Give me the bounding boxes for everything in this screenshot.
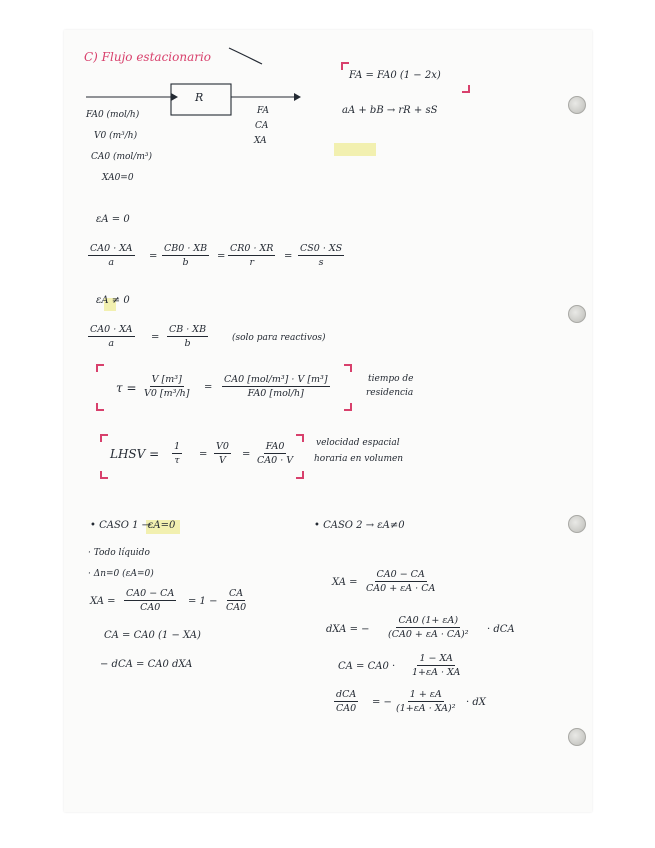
inlet-conversion: XA0=0	[102, 173, 134, 183]
bracket-corner	[96, 364, 104, 372]
bracket-corner	[462, 85, 470, 93]
equals-sign: =	[149, 251, 158, 262]
fraction-dca-over-ca0: dCA CA0	[336, 689, 357, 714]
case2-dca-tail: · dX	[466, 697, 486, 708]
fraction-cr0-xr-over-r: $\frac{CR0 \cdot XR}{r}$	[230, 243, 274, 268]
fraction-ca0-minus-ca-over-ca0: $\frac{CA0 - CA}{CA0}$	[126, 588, 175, 613]
space-velocity-note-line1: velocidad espacial	[316, 438, 400, 448]
case1-condition: εA=0	[148, 520, 176, 531]
case1-xa-middle: = 1 −	[188, 596, 218, 607]
case1-no-mole-change: · Δn=0 (εA=0)	[88, 569, 154, 579]
residence-time-note-line2: residencia	[366, 388, 414, 398]
equals-sign: =	[217, 251, 226, 262]
fraction-dxa-case2: $\frac{CA0 (1+ \varepsilon A)}{\text{(CA0 + εA · CA)²}}$	[388, 615, 469, 640]
eps-nonzero-label: εA ≠ 0	[96, 295, 130, 306]
fraction-ca0-xa-over-a: $\frac{CA0 \cdot XA}{a}$	[90, 243, 133, 268]
bracket-corner	[344, 403, 352, 411]
binder-hole	[568, 96, 586, 114]
equals-sign: =	[284, 251, 293, 262]
eps-zero-label: εA = 0	[96, 214, 130, 225]
case2-xa-lhs: XA =	[332, 577, 358, 588]
case2-dca-equals: = −	[372, 697, 392, 708]
equals-sign: =	[204, 382, 213, 393]
fraction-ca-case2: $\frac{1 - XA}{1+\varepsilon A \cdot XA}$	[412, 653, 461, 678]
notebook-page	[64, 30, 592, 812]
tau-symbol: τ =	[116, 381, 137, 395]
residence-time-note-line1: tiempo de	[368, 374, 414, 384]
fraction-cb0-xb-over-b: $\frac{CB0 \cdot XB}{b}$	[164, 243, 208, 268]
fraction-ca0-xa-over-a: $\frac{CA0 \cdot XA}{a}$	[90, 324, 133, 349]
reaction-equation: aA + bB → rR + sS	[342, 105, 438, 116]
inlet-concentration: CA0 (mol/m³)	[91, 152, 153, 162]
molar-flow-equation: FA = FA0 (1 − 2x)	[349, 70, 441, 81]
bracket-corner	[100, 434, 108, 442]
case1-title: • CASO 1 →	[90, 520, 151, 531]
bracket-corner	[100, 471, 108, 479]
case1-all-liquid: · Todo líquido	[88, 548, 150, 558]
fraction-xa-case2: $\frac{CA0 - CA}{CA0 + \varepsilon A \cdot CA}$	[366, 569, 436, 594]
binder-hole	[568, 515, 586, 533]
bracket-corner	[341, 62, 349, 70]
reactants-note: (solo para reactivos)	[232, 333, 326, 343]
inlet-volumetric-flow: V0 (m³/h)	[94, 131, 138, 141]
outlet-conversion: XA	[254, 136, 267, 146]
fraction-fa0-over-ca0-v: $\frac{FA0}{CA0 \cdot V}$	[257, 441, 294, 466]
lhsv-label: LHSV =	[110, 447, 160, 461]
fraction-v-over-v0: $\frac{\text{V [m³]}}{\text{V0 [m³/h]}}$	[144, 374, 190, 399]
fraction-ca0-v-over-fa0: CA0 [mol/m³] · V [m³] FA0 [mol/h]	[224, 374, 328, 399]
outlet-molar-flow: FA	[257, 106, 269, 116]
case1-xa-lhs: XA =	[90, 596, 116, 607]
equals-sign: =	[242, 449, 251, 460]
outlet-concentration: CA	[255, 121, 269, 131]
binder-hole	[568, 728, 586, 746]
binder-hole	[568, 305, 586, 323]
reactor-label: R	[195, 91, 204, 104]
section-title: C) Flujo estacionario	[84, 50, 212, 64]
bracket-corner	[296, 471, 304, 479]
equals-sign: =	[199, 449, 208, 460]
fraction-dca-case2: $\frac{1 + \varepsilon A}{\text{(1+εA · XA)²}}$	[396, 689, 456, 714]
case2-title: • CASO 2 → εA≠0	[314, 520, 405, 531]
fraction-cs0-xs-over-s: $\frac{CS0 \cdot XS}{s}$	[300, 243, 343, 268]
fraction-cb-xb-over-b: $\frac{CB \cdot XB}{b}$	[169, 324, 207, 349]
case1-ca-equation: CA = CA0 (1 − XA)	[104, 630, 201, 641]
reactor-diagram-lines	[64, 30, 592, 812]
bracket-corner	[96, 403, 104, 411]
case2-dxa-lhs: dXA = −	[326, 624, 370, 635]
space-velocity-note-line2: horaria en volumen	[314, 454, 404, 464]
fraction-v0-over-v: $\frac{V0}{V}$	[216, 441, 229, 466]
case2-ca-lhs: CA = CA0 ·	[338, 661, 396, 672]
bracket-corner	[296, 434, 304, 442]
fraction-1-over-tau: $\frac{1}{\tau}$	[174, 441, 181, 466]
case2-dxa-tail: · dCA	[487, 624, 515, 635]
inlet-molar-flow: FA0 (mol/h)	[86, 110, 140, 120]
equals-sign: =	[151, 332, 160, 343]
case1-dca-equation: − dCA = CA0 dXA	[100, 659, 193, 670]
fraction-ca-over-ca0: $\frac{CA}{CA0}$	[226, 588, 247, 613]
bracket-corner	[344, 364, 352, 372]
